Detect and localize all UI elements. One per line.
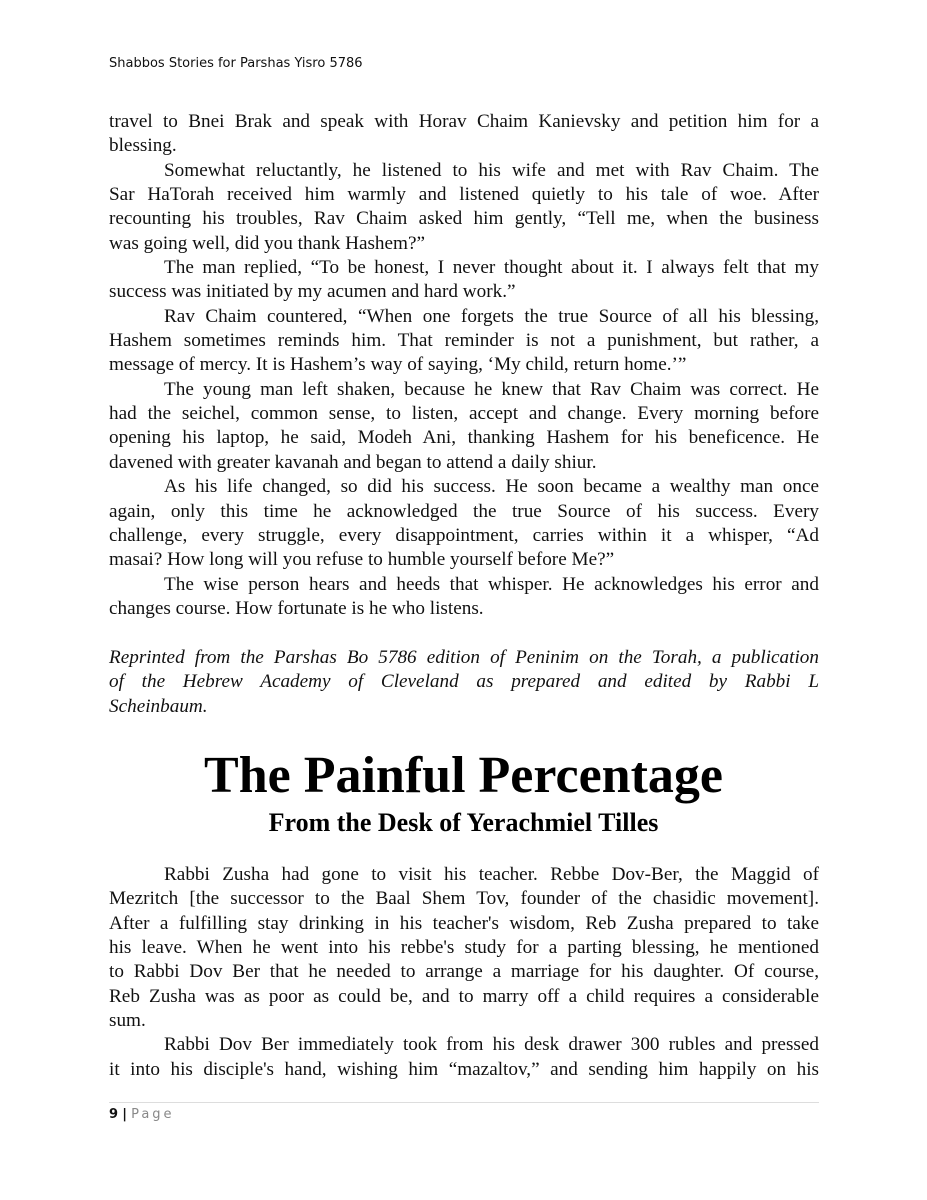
article-body — [109, 863, 819, 1082]
text-line: his leave. When he went into his rebbe's study for a parting blessing, he mentioned — [109, 937, 819, 959]
text-line: again, only this time he acknowledged the true Source of his success. Every — [109, 500, 819, 522]
page-number: 9 — [109, 1107, 119, 1122]
text-line: opening his laptop, he said, Modeh Ani, thanking Hashem for his beneficence. He — [109, 427, 819, 449]
text-line: Rabbi Zusha had gone to visit his teacher. Rebbe Dov-Ber, the Maggid of — [164, 864, 819, 885]
text-line: The wise person hears and heeds that whisper. He acknowledges his error and — [164, 573, 819, 595]
text-line: The man replied, “To be honest, I never thought about it. I always felt that my — [164, 257, 819, 279]
credit-line: Reprinted from the Parshas Bo 5786 edition of Peninim on the Torah, a publication — [109, 647, 819, 668]
text-line: was going well, did you thank Hashem?” — [109, 232, 425, 254]
credit-line: of the Hebrew Academy of Cleveland as prepared and edited by Rabbi L — [109, 671, 819, 693]
text-line: masai? How long will you refuse to humble yourself before Me?” — [109, 549, 615, 571]
text-line: Hashem sometimes reminds him. That reminder is not a punishment, but rather, a — [109, 330, 819, 352]
text-line: Mezritch [the successor to the Baal Shem Tov, founder of the chasidic movement]. — [109, 888, 819, 910]
text-line: After a fulfilling stay drinking in his teacher's wisdom, Reb Zusha prepared to take — [109, 912, 819, 934]
article-title: The Painful Percentage — [204, 747, 723, 804]
text-line: Reb Zusha was as poor as could be, and to marry off a child requires a considerable — [109, 985, 819, 1007]
text-line: it into his disciple's hand, wishing him “mazaltov,” and sending him happily on his — [109, 1058, 819, 1080]
footer-divider — [109, 1102, 819, 1103]
text-line: to Rabbi Dov Ber that he needed to arrange a marriage for his daughter. Of course, — [109, 961, 819, 983]
text-line: blessing. — [109, 135, 177, 157]
page-label: Page — [131, 1107, 175, 1122]
text-line: changes course. How fortunate is he who listens. — [109, 597, 484, 619]
text-line: success was initiated by my acumen and hard work.” — [109, 281, 516, 303]
text-line: travel to Bnei Brak and speak with Horav Chaim Kanievsky and petition him for a — [109, 111, 819, 132]
text-line: davened with greater kavanah and began to attend a daily shiur. — [109, 451, 597, 473]
text-line: had the seichel, common sense, to listen, accept and change. Every morning before — [109, 403, 819, 425]
text-line: Rabbi Dov Ber immediately took from his desk drawer 300 rubles and pressed — [164, 1034, 819, 1056]
text-line: As his life changed, so did his success. He soon became a wealthy man once — [164, 476, 819, 498]
text-line: sum. — [109, 1010, 146, 1032]
text-line: Sar HaTorah received him warmly and listened quietly to his tale of woe. After — [109, 184, 819, 206]
text-line: message of mercy. It is Hashem’s way of saying, ‘My child, return home.’” — [109, 354, 687, 376]
text-line: Rav Chaim countered, “When one forgets the true Source of all his blessing, — [164, 305, 819, 327]
text-line: The young man left shaken, because he knew that Rav Chaim was correct. He — [164, 378, 819, 400]
footer-separator: | — [122, 1107, 127, 1122]
text-line: Somewhat reluctantly, he listened to his wife and met with Rav Chaim. The — [164, 159, 819, 181]
reprint-credit — [109, 646, 819, 719]
page-footer — [109, 1107, 175, 1122]
running-header: Shabbos Stories for Parshas Yisro 5786 — [109, 56, 363, 71]
text-line: challenge, every struggle, every disappointment, carries within it a whisper, “Ad — [109, 524, 819, 546]
credit-line: Scheinbaum. — [109, 695, 208, 717]
story-continuation — [109, 110, 819, 621]
text-line: recounting his troubles, Rav Chaim asked him gently, “Tell me, when the business — [109, 208, 819, 230]
article-subtitle: From the Desk of Yerachmiel Tilles — [268, 808, 659, 837]
